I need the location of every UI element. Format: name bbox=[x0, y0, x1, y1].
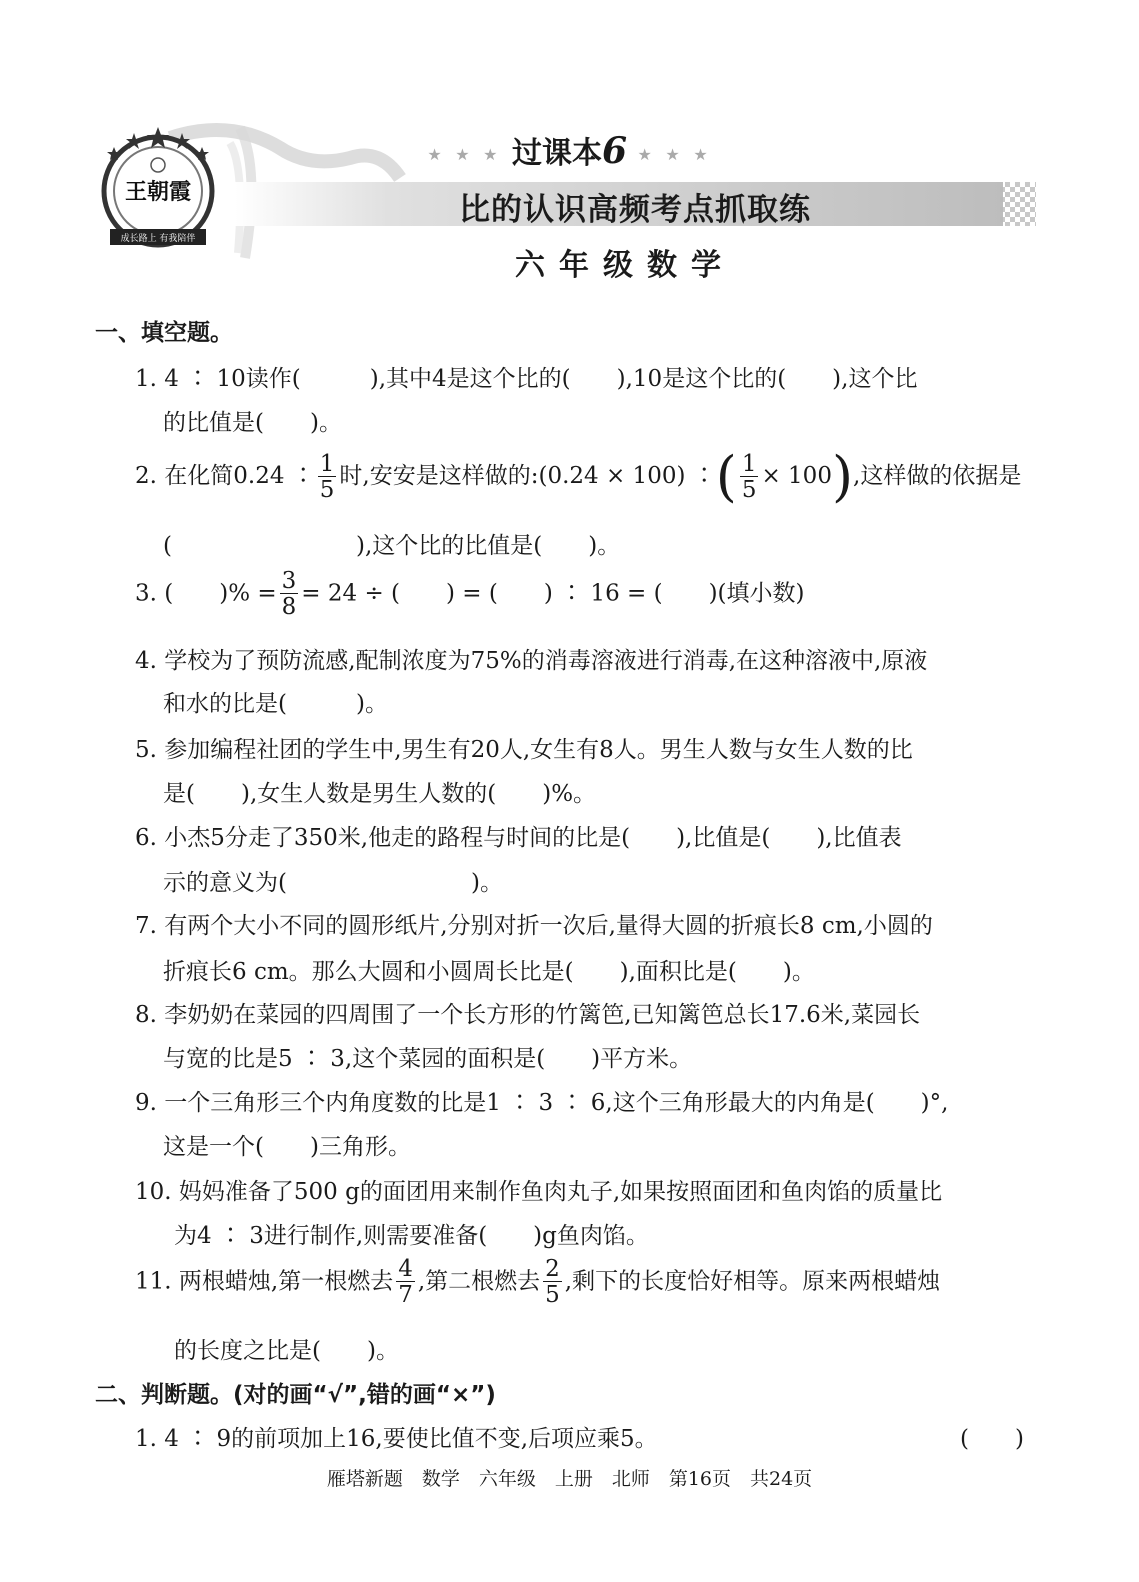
series-name: 过课本 bbox=[511, 136, 602, 171]
q2-fraction-1 bbox=[318, 450, 337, 503]
q11-text-a: 11. 两根蜡烛,第一根燃去 bbox=[135, 1268, 394, 1295]
tf-q1-answer-blank[interactable]: ( ) bbox=[960, 1426, 1024, 1452]
tf-q1-text: 1. 4 ∶ 9的前项加上16,要使比值不变,后项应乘5。 bbox=[135, 1426, 658, 1452]
q2-text-c: × 100 bbox=[761, 463, 832, 489]
q10-line2: 为4 ∶ 3进行制作,则需要准备( )g鱼肉馅。 bbox=[174, 1223, 649, 1249]
q2-fraction-2 bbox=[740, 450, 759, 503]
q11-fraction-2-numerator: 2 bbox=[545, 1256, 560, 1282]
q2-text-a: 2. 在化简0.24 ∶ bbox=[135, 463, 315, 489]
logo-slogan-text: 成长路上 有我陪伴 bbox=[120, 234, 196, 244]
q3-fraction-denominator: 8 bbox=[281, 594, 297, 620]
section-heading-fill-blank: 一、填空题。 bbox=[95, 320, 233, 346]
q2-fraction-2-numerator: 1 bbox=[741, 450, 757, 477]
q9-line1: 9. 一个三角形三个内角度数的比是1 ∶ 3 ∶ 6,这个三角形最大的内角是( )°, bbox=[135, 1090, 949, 1116]
q2-paren-close: ) bbox=[831, 445, 854, 508]
series-number: 6 bbox=[601, 130, 628, 172]
q2-text-d: ,这样做的依据是 bbox=[853, 463, 1022, 489]
q7-line2: 折痕长6 cm。那么大圆和小圆周长比是( ),面积比是( )。 bbox=[163, 959, 815, 985]
q7-line1: 7. 有两个大小不同的圆形纸片,分别对折一次后,量得大圆的折痕长8 cm,小圆的 bbox=[135, 913, 933, 939]
q2-fraction-1-numerator: 1 bbox=[319, 450, 335, 477]
q2-fraction-1-denominator: 5 bbox=[319, 476, 335, 503]
q6-line1: 6. 小杰5分走了350米,他走的路程与时间的比是( ),比值是( ),比值表 bbox=[135, 825, 902, 851]
q9-line2: 这是一个( )三角形。 bbox=[163, 1134, 411, 1160]
q3-line bbox=[135, 570, 805, 619]
q4-line1: 4. 学校为了预防流感,配制浓度为75%的消毒溶液进行消毒,在这种溶液中,原液 bbox=[135, 648, 928, 674]
q8-line2: 与宽的比是5 ∶ 3,这个菜园的面积是( )平方米。 bbox=[163, 1046, 693, 1072]
q5-line2: 是( ),女生人数是男生人数的( )%。 bbox=[163, 781, 597, 807]
q11-fraction-1-denominator: 7 bbox=[398, 1282, 413, 1308]
q3-fraction-numerator: 3 bbox=[281, 568, 297, 594]
q5-line1: 5. 参加编程社团的学生中,男生有20人,女生有8人。男生人数与女生人数的比 bbox=[135, 737, 913, 763]
q6-line2: 示的意义为( )。 bbox=[163, 870, 503, 896]
q11-text-c: ,剩下的长度恰好相等。原来两根蜡烛 bbox=[564, 1268, 941, 1295]
q11-fraction-2-denominator: 5 bbox=[545, 1282, 560, 1308]
q3-text-b: = 24 ÷ ( ) = ( ) ∶ 16 = ( )(填小数) bbox=[301, 580, 805, 607]
q2-line1 bbox=[135, 445, 1022, 508]
q2-fraction-2-denominator: 5 bbox=[741, 476, 757, 503]
q2-paren-open: ( bbox=[715, 445, 737, 508]
q11-text-b: ,第二根燃去 bbox=[417, 1268, 541, 1295]
q11-line1 bbox=[135, 1258, 940, 1307]
stars-left-icon: ★ ★ ★ bbox=[427, 145, 502, 164]
q10-line1: 10. 妈妈准备了500 g的面团用来制作鱼肉丸子,如果按照面团和鱼肉馅的质量比 bbox=[135, 1179, 943, 1205]
q8-line1: 8. 李奶奶在菜园的四周围了一个长方形的竹篱笆,已知篱笆总长17.6米,菜园长 bbox=[135, 1002, 921, 1028]
q3-text-a: 3. ( )% = bbox=[135, 580, 277, 607]
q2-line2: ( ),这个比的比值是( )。 bbox=[163, 533, 621, 559]
q4-line2: 和水的比是( )。 bbox=[163, 691, 388, 717]
q11-fraction-1 bbox=[396, 1258, 415, 1307]
q11-line2: 的长度之比是( )。 bbox=[174, 1338, 399, 1364]
page-title: 比的认识高频考点抓取练 bbox=[459, 192, 811, 228]
section-heading-true-false: 二、判断题。(对的画“√”,错的画“×”) bbox=[95, 1382, 496, 1408]
logo-brand-text: 王朝霞 bbox=[124, 179, 192, 205]
q11-fraction-1-numerator: 4 bbox=[398, 1256, 413, 1282]
q2-text-b: 时,安安是这样做的:(0.24 × 100) ∶ bbox=[339, 463, 716, 489]
page-footer: 雁塔新题 数学 六年级 上册 北师 第16页 共24页 bbox=[326, 1468, 813, 1490]
grade-subject: 六年级数学 bbox=[515, 248, 735, 283]
q1-line1: 1. 4 ∶ 10读作( ),其中4是这个比的( ),10是这个比的( ),这个比 bbox=[135, 366, 918, 392]
q3-fraction bbox=[280, 570, 299, 619]
stars-right-icon: ★ ★ ★ bbox=[637, 145, 712, 164]
q1-line2: 的比值是( )。 bbox=[163, 410, 342, 436]
q11-fraction-2 bbox=[543, 1258, 562, 1307]
series-label bbox=[0, 128, 1139, 172]
